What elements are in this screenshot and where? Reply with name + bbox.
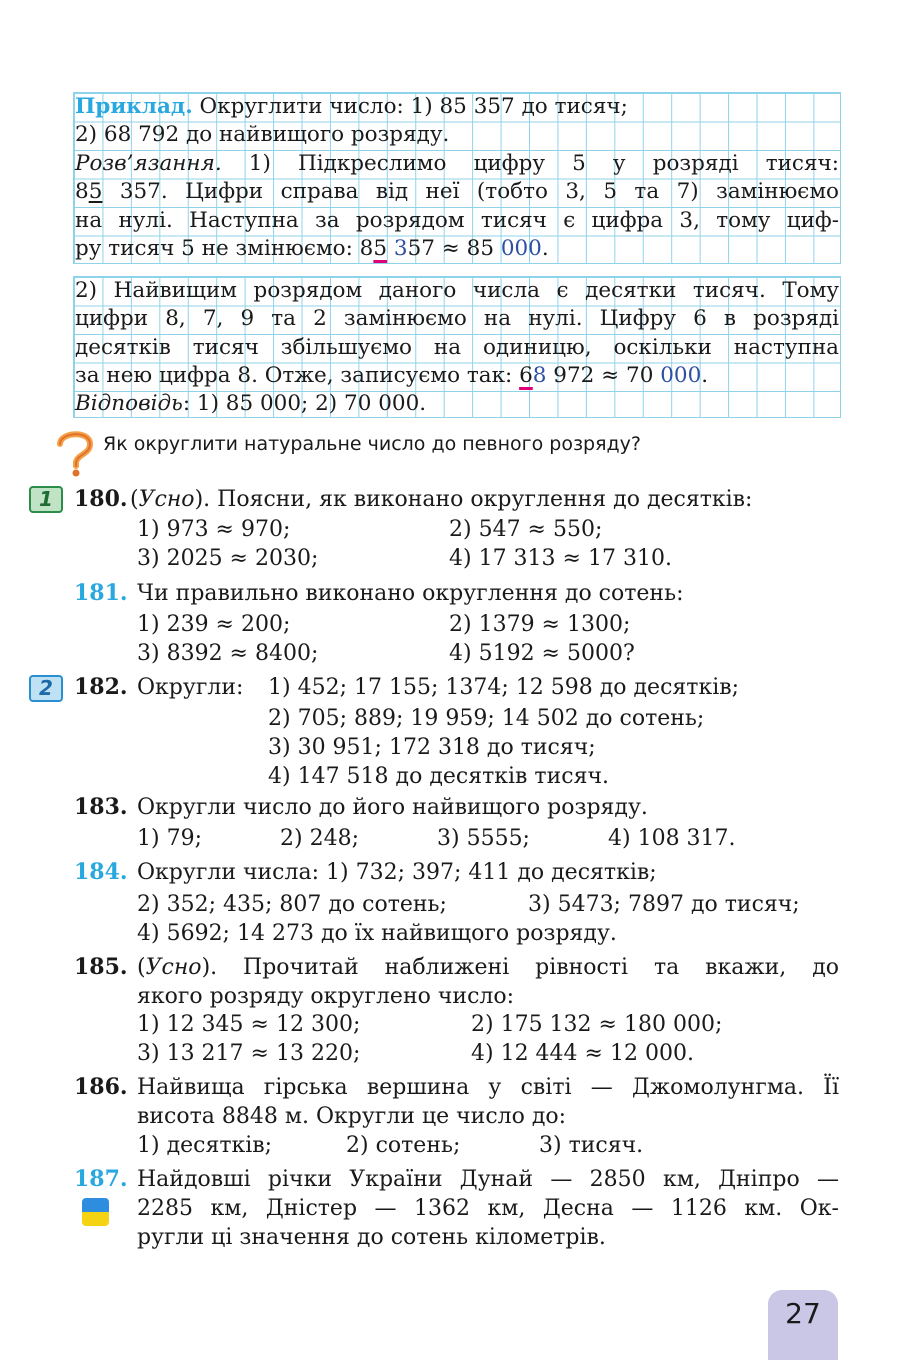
task-181-item-2: 2) 1379 ≈ 1300; <box>449 612 631 637</box>
task-185-number: 185. <box>74 954 128 980</box>
task-183-heading: Округли число до його найвищого розряду. <box>137 795 648 820</box>
task-186-line-2: висота 8848 м. Округли це число до: <box>137 1104 567 1129</box>
task-183-number: 183. <box>74 794 128 820</box>
task-186-line-1: Найвища гірська вершина у світі — Джомолунгма. Її <box>137 1075 839 1100</box>
example2-line-5: Відповідь: 1) 85 000; 2) 70 000. <box>75 391 427 416</box>
example-line-2: 2) 68 792 до найвищого розряду. <box>75 122 450 147</box>
example-line-3: Розв’язання. 1) Підкреслимо цифру 5 у розряді тисяч: <box>75 151 839 176</box>
task-184-item-4: 4) 5692; 14 273 до їх найвищого розряду. <box>137 921 617 946</box>
task-181-number: 181. <box>74 580 128 606</box>
task-180-item-2: 2) 547 ≈ 550; <box>449 517 603 542</box>
task-185-heading: (Усно). Прочитай наближені рівності та вкажи, до <box>137 955 839 980</box>
task-183-item-3: 3) 5555; <box>437 826 530 851</box>
task-187-number: 187. <box>74 1166 128 1192</box>
task-182-number: 182. <box>74 674 128 700</box>
example2-line-3: десятків тисяч збільшуємо на одиницю, оскільки наступна <box>75 335 839 360</box>
task-180-number: 180. <box>74 486 128 512</box>
level-2-badge: 2 <box>29 675 63 702</box>
task-180-item-1: 1) 973 ≈ 970; <box>137 517 291 542</box>
question-text: Як округлити натуральне число до певного розряду? <box>103 433 642 455</box>
question-mark-icon <box>52 426 98 478</box>
task-182-item-1: 1) 452; 17 155; 1374; 12 598 до десятків; <box>268 675 740 700</box>
task-182-item-4: 4) 147 518 до десятків тисяч. <box>268 764 609 789</box>
example-line-4: 85 357. Цифри справа від неї (тобто 3, 5 та 7) замінюємо <box>75 179 839 204</box>
task-185-item-3: 3) 13 217 ≈ 13 220; <box>137 1041 361 1066</box>
task-181-heading: Чи правильно виконано округлення до сотень: <box>137 581 684 606</box>
task-187-line-2: 2285 км, Дністер — 1362 км, Десна — 1126 км. Ок- <box>137 1196 839 1221</box>
page-number: 27 <box>768 1290 838 1360</box>
task-186-item-2: 2) сотень; <box>346 1133 461 1158</box>
example2-line-4: за нею цифра 8. Отже, записуємо так: 68 972 ≈ 70 000. <box>75 363 709 388</box>
level-1-badge: 1 <box>29 486 63 513</box>
answer-label: Відповідь <box>75 391 183 416</box>
task-186-number: 186. <box>74 1074 128 1100</box>
task-182-item-2: 2) 705; 889; 19 959; 14 502 до сотень; <box>268 706 705 731</box>
example-line-6: ру тисяч 5 не змінюємо: 85 357 ≈ 85 000. <box>75 236 549 261</box>
underlined-digit: 5 <box>373 236 388 261</box>
task-183-item-2: 2) 248; <box>280 826 359 851</box>
underlined-digit: 5 <box>88 179 103 204</box>
task-184-item-3: 3) 5473; 7897 до тисяч; <box>528 892 800 917</box>
task-187-line-3: ругли ці значення до сотень кілометрів. <box>137 1225 606 1250</box>
example-line-5: на нулі. Наступна за розрядом тисяч є цифра 3, тому циф- <box>75 208 839 233</box>
task-184-heading: Округли числа: 1) 732; 397; 411 до десятків; <box>137 860 657 885</box>
example-line-1: Приклад. Округлити число: 1) 85 357 до тисяч; <box>75 94 628 119</box>
task-184-number: 184. <box>74 859 128 885</box>
task-181-item-4: 4) 5192 ≈ 5000? <box>449 641 635 666</box>
task-186-item-1: 1) десятків; <box>137 1133 273 1158</box>
task-186-item-3: 3) тисяч. <box>539 1133 644 1158</box>
task-180-heading: (Усно). Поясни, як виконано округлення до десятків: <box>130 487 753 512</box>
task-182-heading: Округли: <box>137 675 244 700</box>
ukraine-flag-icon <box>82 1198 109 1226</box>
example2-line-2: цифри 8, 7, 9 та 2 замінюємо на нулі. Цифру 6 в розряді <box>75 306 839 331</box>
task-182-item-3: 3) 30 951; 172 318 до тисяч; <box>268 735 596 760</box>
task-187-line-1: Найдовші річки України Дунай — 2850 км, Дніпро — <box>137 1167 839 1192</box>
example-label: Приклад. <box>75 94 193 119</box>
example2-line-1: 2) Найвищим розрядом даного числа є десятки тисяч. Тому <box>75 278 839 303</box>
task-181-item-3: 3) 8392 ≈ 8400; <box>137 641 319 666</box>
task-185-item-2: 2) 175 132 ≈ 180 000; <box>471 1012 723 1037</box>
task-181-item-1: 1) 239 ≈ 200; <box>137 612 291 637</box>
task-180-item-4: 4) 17 313 ≈ 17 310. <box>449 546 672 571</box>
solution-label: Розв’язання. <box>75 151 222 176</box>
task-185-item-1: 1) 12 345 ≈ 12 300; <box>137 1012 361 1037</box>
task-184-item-2: 2) 352; 435; 807 до сотень; <box>137 892 447 917</box>
task-185-line-2: якого розряду округлено число: <box>137 984 515 1009</box>
task-185-item-4: 4) 12 444 ≈ 12 000. <box>471 1041 694 1066</box>
task-183-item-1: 1) 79; <box>137 826 202 851</box>
task-180-item-3: 3) 2025 ≈ 2030; <box>137 546 319 571</box>
underlined-digit: 6 <box>519 363 533 388</box>
task-183-item-4: 4) 108 317. <box>608 826 736 851</box>
